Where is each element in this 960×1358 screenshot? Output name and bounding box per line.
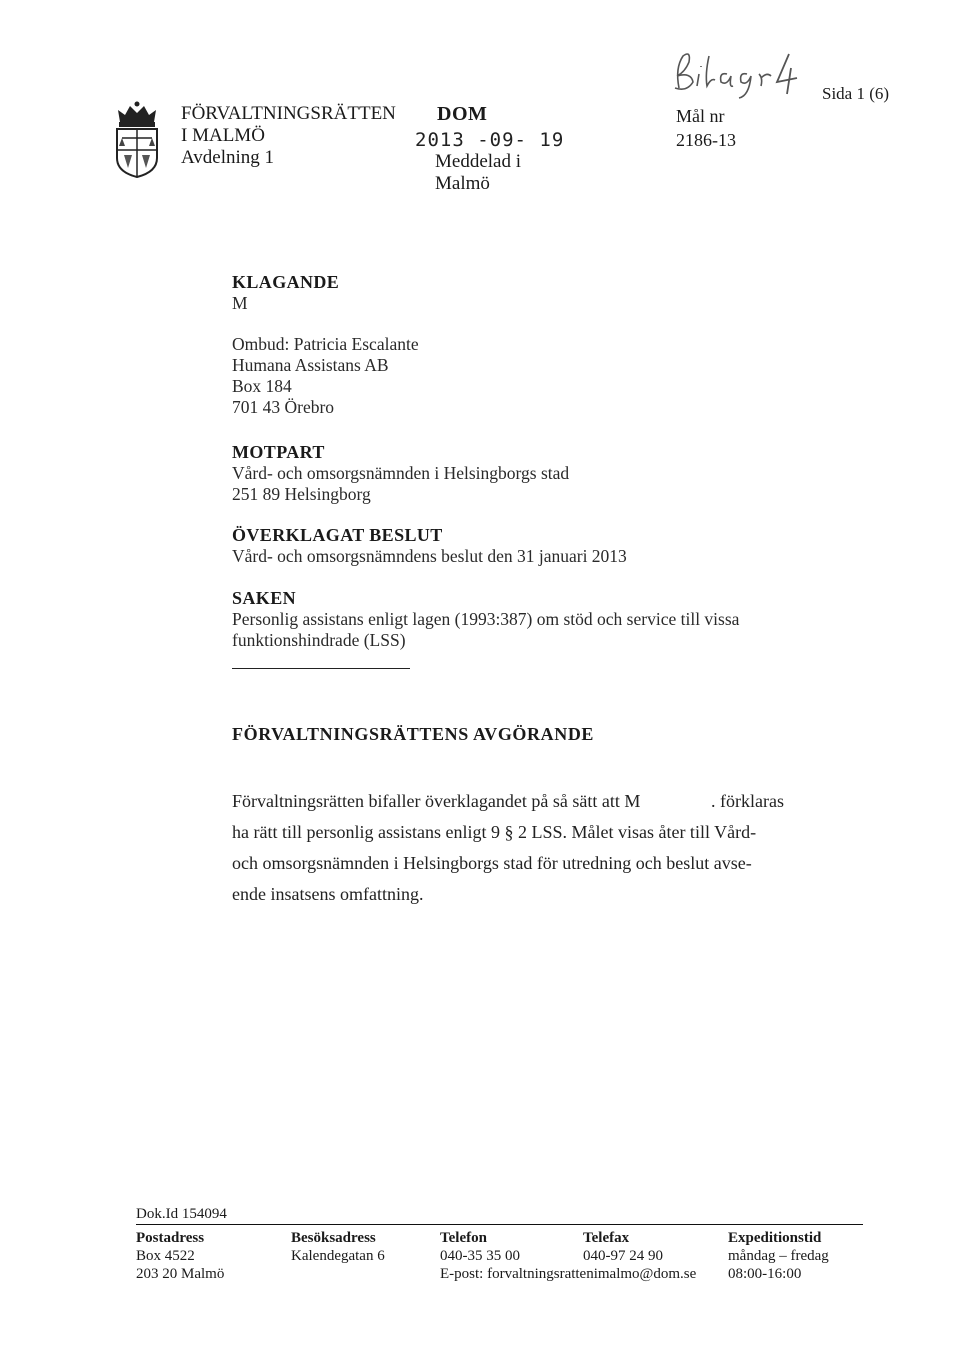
beslut-heading: ÖVERKLAGAT BESLUT [232, 525, 443, 545]
ombud-line: 701 43 Örebro [232, 397, 335, 417]
handwritten-annotation [665, 48, 805, 100]
court-city: I MALMÖ [181, 125, 265, 146]
klagande-name: M [232, 293, 248, 313]
court-name: FÖRVALTNINGSRÄTTEN [181, 103, 396, 124]
court-crest-emblem [112, 100, 162, 178]
avgorande-heading: FÖRVALTNINGSRÄTTENS AVGÖRANDE [232, 724, 595, 744]
case-number-block [676, 104, 736, 152]
expeditionstid-days: måndag – fredag [728, 1248, 829, 1264]
footer-telefax [583, 1229, 663, 1265]
postadress-label: Postadress [136, 1230, 205, 1246]
ombud-line: Box 184 [232, 376, 292, 396]
section-motpart [232, 441, 569, 505]
section-saken [232, 587, 739, 651]
klagande-heading: KLAGANDE [232, 272, 340, 292]
footer-expeditionstid [728, 1229, 829, 1283]
expeditionstid-label: Expeditionstid [728, 1230, 822, 1246]
section-overklagat-beslut [232, 524, 627, 567]
decision-line: ende insatsens omfattning. [232, 884, 424, 904]
motpart-line: Vård- och omsorgsnämnden i Helsingborgs stad [232, 463, 570, 483]
decision-line: ha rätt till personlig assistans enligt 9 § 2 LSS. Målet visas åter till Vård- [232, 822, 757, 842]
expeditionstid-hours: 08:00-16:00 [728, 1266, 802, 1282]
ombud-line: Humana Assistans AB [232, 355, 389, 375]
saken-line: funktionshindrade (LSS) [232, 630, 406, 650]
date-stamp: 2013 -09- 19 [415, 129, 565, 151]
motpart-line: 251 89 Helsingborg [232, 484, 371, 504]
court-header [181, 103, 396, 169]
ombud-line: Ombud: Patricia Escalante [232, 334, 419, 354]
court-division: Avdelning 1 [181, 147, 275, 168]
besoksadress-line: Kalendegatan 6 [291, 1248, 385, 1264]
case-number: 2186-13 [676, 130, 736, 150]
email-link[interactable]: E-post: forvaltningsrattenimalmo@dom.se [440, 1266, 697, 1282]
decision-line-left: Förvaltningsrätten bifaller överklagandet på så sätt att M [232, 791, 641, 811]
section-divider [232, 668, 410, 669]
footer-besoksadress [291, 1229, 385, 1265]
postadress-line: Box 4522 [136, 1248, 195, 1264]
decision-line [232, 786, 784, 817]
beslut-line: Vård- och omsorgsnämndens beslut den 31 januari 2013 [232, 546, 627, 566]
section-ombud [232, 334, 419, 418]
motpart-heading: MOTPART [232, 442, 325, 462]
meddelad-city: Malmö [435, 173, 490, 194]
decision-line: och omsorgsnämnden i Helsingborgs stad för utredning och beslut avse- [232, 853, 752, 873]
case-number-label: Mål nr [676, 106, 725, 126]
telefon-value: 040-35 35 00 [440, 1248, 520, 1264]
postadress-line: 203 20 Malmö [136, 1266, 225, 1282]
footer-divider [136, 1224, 863, 1225]
saken-heading: SAKEN [232, 588, 297, 608]
document-type: DOM [437, 103, 488, 125]
meddelad-label: Meddelad i [435, 151, 522, 172]
telefax-label: Telefax [583, 1230, 630, 1246]
page-indicator: Sida 1 (6) [822, 84, 890, 103]
decision-line-right: . förklaras [711, 791, 784, 811]
footer-postadress [136, 1229, 224, 1283]
section-klagande [232, 271, 339, 314]
document-id: Dok.Id 154094 [136, 1206, 227, 1222]
decision-text [232, 786, 784, 910]
saken-line: Personlig assistans enligt lagen (1993:387) om stöd och service till vissa [232, 609, 740, 629]
document-type-block [415, 103, 564, 195]
besoksadress-label: Besöksadress [291, 1230, 376, 1246]
telefon-label: Telefon [440, 1230, 487, 1246]
telefax-value: 040-97 24 90 [583, 1248, 663, 1264]
